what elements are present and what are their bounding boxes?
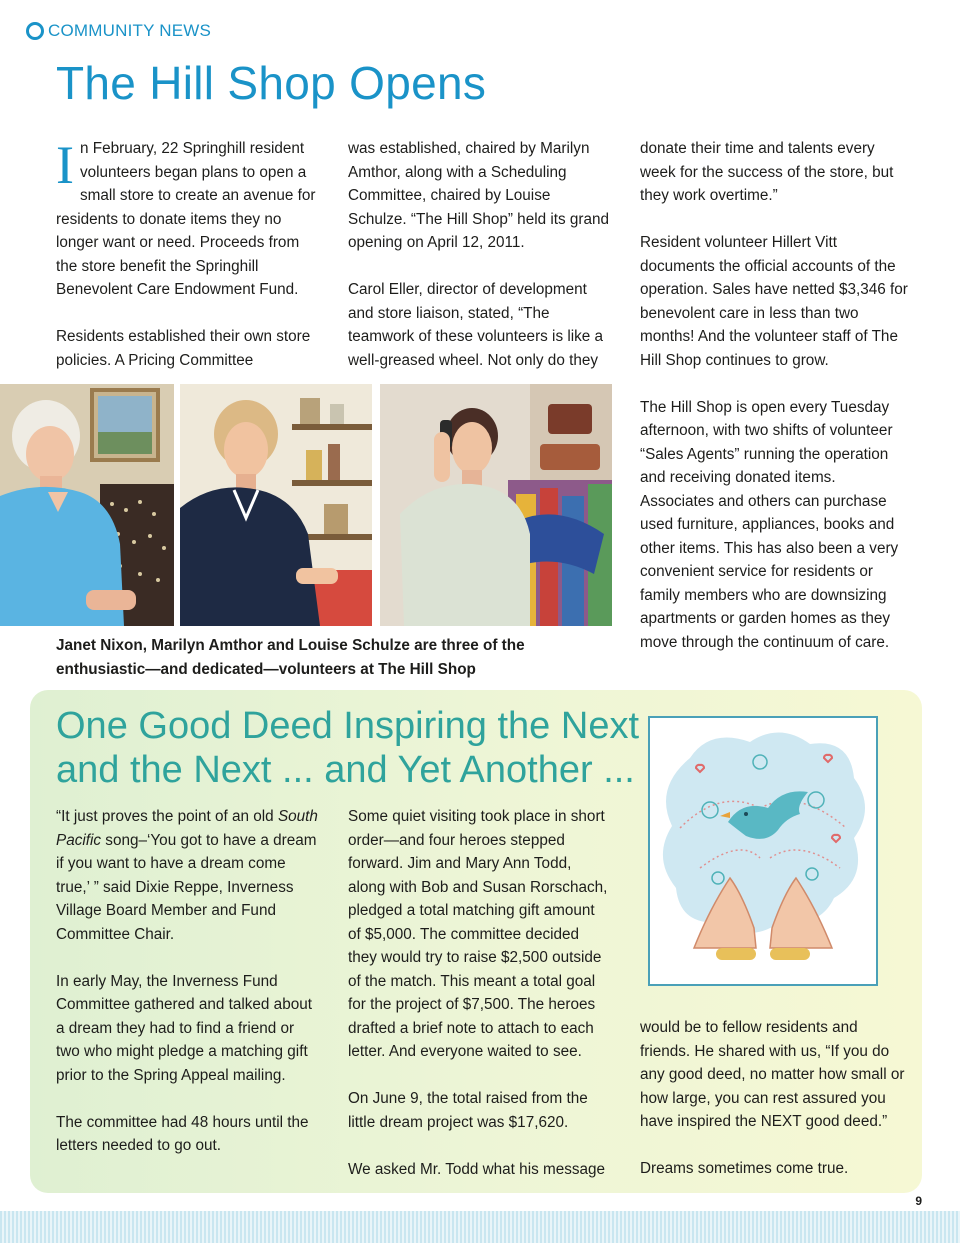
photo-janet-nixon [0,384,174,626]
article1-col1-paragraph-1: In February, 22 Springhill resident volunteers began plans to open a small store to create an avenue for residents to donate items they no longer want or need. Proceeds from the store benefit the Springhill Benevolent Care Endowment Fund. [56,135,316,298]
feature-title: One Good Deed Inspiring the Next and the Next ... and Yet Another ... [56,705,640,791]
article2-col3-paragraph-2: Dreams sometimes come true. [640,1160,849,1177]
article2-col2-paragraph-2: On June 9, the total raised from the little dream project was $17,620. [348,1090,588,1131]
article2-col1-paragraph-2: In early May, the Inverness Fund Committee gathered and talked about a dream they had to find a friend or two who might pledge a matching gift prior to the Spring Appeal mailing. [56,972,312,1084]
photo-louise-schulze [380,384,612,626]
article1-col3-paragraph-2: Resident volunteer Hillert Vitt documents the official accounts of the operation. Sales have netted $3,346 for benevolent care in less than two months! And the volunteer staff of The Hill Shop continues to grow. [640,234,908,369]
article1-column-3 [640,137,910,678]
article2-column-1 [56,805,318,1181]
article2-col3-paragraph-1: would be to fellow residents and friends. He shared with us, “If you do any good deed, no matter how small or how large, you can rest assured you have inspired the NEXT good deed.” [640,1019,905,1130]
article2-col2-paragraph-1: Some quiet visiting took place in short order—and four heroes stepped forward. Jim and Mary Ann Todd, along with Bob and Susan Rorschach, pledged a total matching gift amount of $5,000. The committee decided they would try to raise $2,500 outside of the match. This meant a total goal for the project of $7,500. The heroes drafted a brief note to attach to each letter. And everyone waited to see. [348,808,608,1060]
article1-col2-paragraph-2: Carol Eller, director of development and store liaison, stated, “The teamwork of these volunteers is like a well-greased wheel. Not only do they [348,281,604,369]
article2-col2-paragraph-3: We asked Mr. Todd what his message [348,1160,606,1178]
bird-hands-illustration [648,716,878,986]
article1-column-2 [348,137,610,396]
article2-column-3 [640,1016,910,1204]
article1-col1-paragraph-2: Residents established their own store policies. A Pricing Committee [56,328,311,369]
page-number: 9 [915,1194,922,1208]
article2-col1-paragraph-3: The committee had 48 hours until the letters needed to go out. [56,1113,309,1154]
article1-col2-paragraph-1: was established, chaired by Marilyn Amthor, along with a Scheduling Committee, chaired by Louise Schulze. “The Hill Shop” held its grand opening on April 12, 2011. [348,140,610,251]
article1-column-1 [56,137,318,396]
article-title: The Hill Shop Opens [56,57,487,109]
article2-column-2 [348,805,610,1205]
article1-col3-paragraph-1: donate their time and talents every week for the success of the store, but they work overtime.” [640,140,894,204]
footer-pattern [0,1211,960,1243]
section-tag [26,18,211,44]
drop-cap: I [56,135,74,195]
photo-caption: Janet Nixon, Marilyn Amthor and Louise Schulze are three of the enthusiastic—and dedicated—volunteers at The Hill Shop [56,637,525,678]
ring-icon [26,22,44,40]
article1-col3-paragraph-3: The Hill Shop is open every Tuesday afternoon, with two shifts of volunteer “Sales Agents” running the operation and receiving donated items. Associates and others can purchase used furniture, appliances, books and other items. This has also been a very convenient service for residents or family members who are downsizing apartments or garden homes as they move through the continuum of care. [640,398,899,651]
article2-col1-paragraph-1: “It just proves the point of an old South Pacific song–‘You got to have a dream if you want to have a dream come true,’ ” said Dixie Reppe, Inverness Village Board Member and Fund Committee Chair. [56,808,318,943]
photo-marilyn-amthor [180,384,372,626]
section-label: COMMUNITY NEWS [48,21,212,40]
